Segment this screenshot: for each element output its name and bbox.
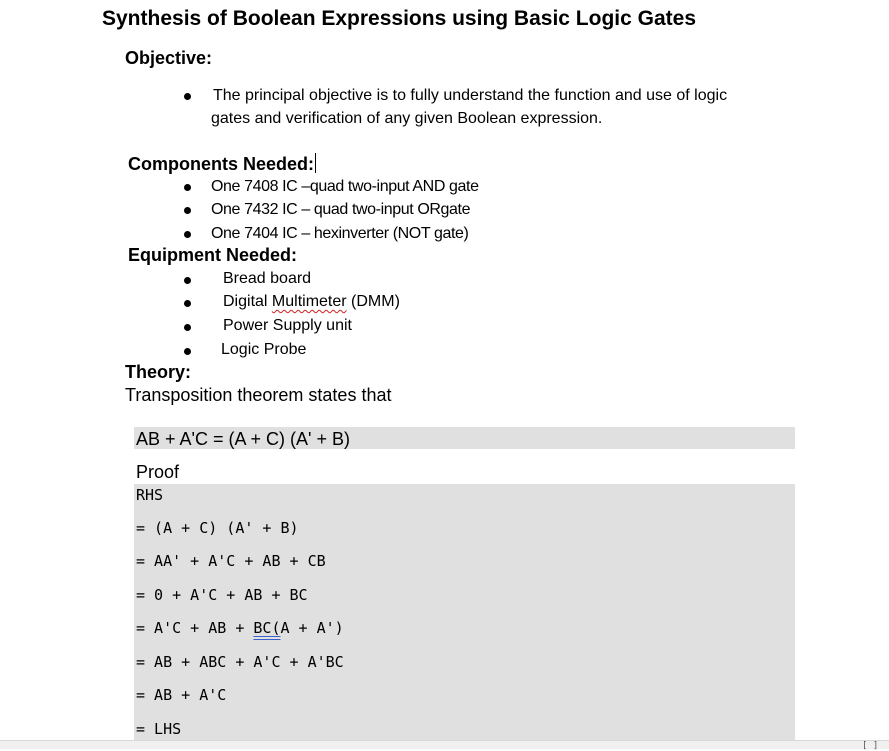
- page-title: Synthesis of Boolean Expressions using Basic Logic Gates: [102, 7, 696, 30]
- bullet-icon: [184, 324, 191, 331]
- bullet-icon: [184, 231, 191, 238]
- spelling-flagged-word[interactable]: Multimeter: [271, 293, 347, 310]
- equipment-item: Power Supply unit: [223, 317, 352, 334]
- proof-step-text: = A'C + AB +: [136, 619, 254, 637]
- proof-step: = (A + C) (A' + B): [136, 519, 299, 537]
- text-cursor: [315, 153, 316, 173]
- equipment-item-text: (DMM): [346, 293, 400, 310]
- proof-step: [136, 619, 344, 637]
- components-heading-text: Components Needed:: [128, 154, 315, 174]
- objective-heading: Objective:: [125, 48, 213, 68]
- component-item: One 7408 IC –quad two-input AND gate: [211, 178, 479, 195]
- components-heading[interactable]: [128, 153, 316, 175]
- equipment-item: Bread board: [223, 270, 312, 287]
- equipment-item: Logic Probe: [221, 341, 307, 358]
- proof-step: = AB + ABC + A'C + A'BC: [136, 653, 344, 671]
- proof-step: = 0 + A'C + AB + BC: [136, 586, 308, 604]
- objective-line-1: The principal objective is to fully understand the function and use of logic: [213, 87, 728, 104]
- equipment-item: [223, 293, 400, 311]
- bullet-icon: [184, 207, 191, 214]
- bullet-icon: [184, 277, 191, 284]
- equipment-heading: Equipment Needed:: [128, 245, 298, 265]
- component-item: One 7432 IC – quad two-input ORgate: [211, 201, 471, 218]
- proof-step: = AA' + A'C + AB + CB: [136, 552, 326, 570]
- proof-step: = LHS: [136, 720, 182, 738]
- grammar-flagged-text[interactable]: BC(: [253, 619, 281, 637]
- equation: AB + A'C = (A + C) (A' + B): [136, 429, 350, 449]
- bullet-icon: [184, 93, 191, 100]
- bullet-icon: [184, 348, 191, 355]
- component-item: One 7404 IC – hexinverter (NOT gate): [211, 225, 469, 242]
- proof-step: = AB + A'C: [136, 686, 227, 704]
- proof-step-text: A + A'): [280, 619, 344, 637]
- proof-label: Proof: [136, 462, 180, 482]
- bullet-icon: [184, 184, 191, 191]
- objective-line-2: gates and verification of any given Boolean expression.: [211, 110, 603, 127]
- equipment-item-text: Digital: [223, 293, 272, 310]
- theory-statement: Transposition theorem states that: [125, 385, 392, 405]
- theory-heading: Theory:: [125, 362, 192, 382]
- corner-mark: [ ]: [862, 741, 879, 751]
- bullet-icon: [184, 300, 191, 307]
- rhs-label: RHS: [136, 486, 164, 504]
